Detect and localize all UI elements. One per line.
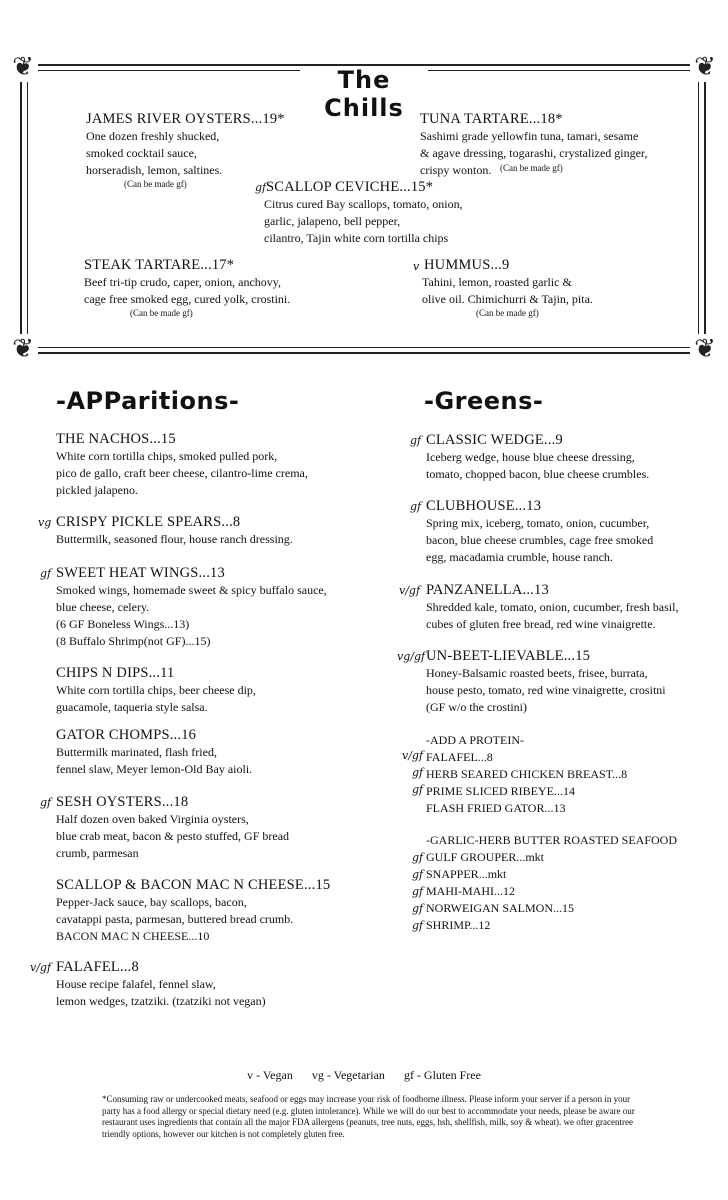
menu-item [426,497,653,566]
item-name: PANZANELLA...13 [426,582,549,598]
menu-item [426,647,666,716]
menu-item [56,430,308,499]
protein-header: -ADD A PROTEIN- [426,733,524,747]
item-desc: House recipe falafel, fennel slaw, lemon wedges, tzatziki. (tzatziki not vegan) [56,977,266,1008]
item-desc: Honey-Balsamic roasted beets, frisee, burrata, house pesto, tomato, red wine vinaigrette, crositni (GF w/o the crostini) [426,666,666,714]
menu-item [56,958,266,1010]
legend-vegan: v - Vegan [247,1068,293,1082]
item-desc: Beef tri-tip crudo, caper, onion, anchovy, cage free smoked egg, cured yolk, crostini. [84,275,291,306]
item-name: GATOR CHOMPS...16 [56,727,197,743]
gluten-free-tag: gf [40,796,52,809]
dietary-legend [0,1068,728,1083]
seafood-item: SNAPPER...mkt [426,867,507,881]
item-name: FALAFEL...8 [56,959,139,975]
chills-title-box [300,66,428,122]
apparitions-title: -APParitions- [56,387,240,415]
protein-item: HERB SEARED CHICKEN BREAST...8 [426,767,628,781]
vegan-gluten-free-tag: v/gf [399,584,421,597]
gluten-free-tag: gf [410,500,422,513]
item-note: (Can be made gf) [124,179,187,189]
item-name: CRISPY PICKLE SPEARS...8 [56,514,241,530]
protein-item: FALAFEL...8 [426,750,493,764]
item-desc: Shredded kale, tomato, onion, cucumber, fresh basil, cubes of gluten free bread, red wine vinaigrette. [426,600,679,631]
flourish-corner-bottom-left-icon: ❦ [8,334,38,364]
item-name: SCALLOP CEVICHE...15* [266,179,434,195]
item-name: UN-BEET-LIEVABLE...15 [426,648,591,664]
item-desc: Buttermilk, seasoned flour, house ranch dressing. [56,532,293,546]
item-name: HUMMUS...9 [424,257,510,273]
menu-item [426,581,678,633]
item-desc: Citrus cured Bay scallops, tomato, onion, garlic, jalapeno, bell pepper, cilantro, Tajin white corn tortilla chips [264,197,463,245]
seafood-item: SHRIMP...12 [426,918,491,932]
seafood-header: -GARLIC-HERB BUTTER ROASTED SEAFOOD [426,833,678,847]
item-name: SWEET HEAT WINGS...13 [56,565,225,581]
vegan-tag: v [413,260,420,273]
vegan-gluten-free-tag: v/gf [402,749,424,762]
item-desc: Pepper-Jack sauce, bay scallops, bacon, cavatappi pasta, parmesan, buttered bread crumb. BACON MAC N CHEESE...10 [56,895,294,943]
item-desc: Tahini, lemon, roasted garlic & olive oil. Chimichurri & Tajin, pita. [422,275,593,306]
item-name: THE NACHOS...15 [56,431,176,447]
legend-vegetarian: vg - Vegetarian [311,1068,385,1082]
menu-item [424,256,593,318]
chills-title: The Chills [324,66,404,122]
vegetarian-gluten-free-tag: vg/gf [397,650,426,663]
menu-item [56,793,289,862]
gluten-free-tag: gf [412,902,424,915]
gluten-free-tag: gf [40,567,52,580]
gluten-free-tag: gf [412,868,424,881]
item-name: SESH OYSTERS...18 [56,794,189,810]
seafood-item: MAHI-MAHI...12 [426,884,515,898]
legend-gluten-free: gf - Gluten Free [403,1068,481,1082]
menu-item [56,564,327,650]
item-name: CHIPS N DIPS...11 [56,665,175,681]
vegetarian-tag: vg [38,516,52,529]
gluten-free-tag: gf [412,766,424,779]
flourish-corner-bottom-right-icon: ❦ [690,334,720,364]
item-desc: One dozen freshly shucked, smoked cocktail sauce, horseradish, lemon, saltines. [86,129,223,177]
gluten-free-tag: gf [255,181,267,194]
item-desc: White corn tortilla chips, beer cheese dip, guacamole, taqueria style salsa. [56,683,256,714]
menu-item [56,726,252,778]
gluten-free-tag: gf [412,919,424,932]
item-name: TUNA TARTARE...18* [420,111,563,127]
greens-title: -Greens- [424,387,544,415]
item-name: STEAK TARTARE...17* [84,257,235,273]
item-desc: Sashimi grade yellowfin tuna, tamari, sesame & agave dressing, togarashi, crystalized ginger, crispy wonton. [420,129,648,177]
item-name: CLUBHOUSE...13 [426,498,542,514]
protein-item: FLASH FRIED GATOR...13 [426,801,566,815]
item-name: SCALLOP & BACON MAC N CHEESE...15 [56,877,331,893]
gluten-free-tag: gf [412,851,424,864]
item-desc: Iceberg wedge, house blue cheese dressing, tomato, chopped bacon, blue cheese crumbles. [426,450,650,481]
item-note: (Can be made gf) [130,308,193,318]
menu-item [56,664,256,716]
item-name: JAMES RIVER OYSTERS...19* [86,111,285,127]
protein-item: PRIME SLICED RIBEYE...14 [426,784,576,798]
menu-item [84,256,290,318]
item-note: (Can be made gf) [500,163,563,173]
item-desc: Spring mix, iceberg, tomato, onion, cucumber, bacon, blue cheese crumbles, cage free smoked egg, macadamia crumble, house ranch. [426,516,654,564]
item-desc: Smoked wings, homemade sweet & spicy buffalo sauce, blue cheese, celery. (6 GF Boneless Wings...13) (8 Buffalo Shrimp(not GF)...15) [56,583,327,648]
vegan-gluten-free-tag: v/gf [30,961,52,974]
flourish-corner-top-left-icon: ❦ [8,52,38,82]
gluten-free-tag: gf [412,783,424,796]
menu-item [56,876,330,945]
menu-item [56,513,293,548]
seafood-item: NORWEIGAN SALMON...15 [426,901,574,915]
allergy-disclaimer: *Consuming raw or undercooked meats, seafood or eggs may increase your risk of foodborne illness. Please inform your server if a person in your party has a food allergy or special dietary need (e.g. gluten intolerance). While we will do our best to accommodate your needs, please be aware our restaurant uses ingredients that contain all the major FDA allergens (peanuts, tree nuts, eggs, hsh, shellfish, milk, soy & wheat). we ofter gracentree triendly options, however our kitchen is not completely gluten free. [102,1094,635,1139]
flourish-corner-top-right-icon: ❦ [690,52,720,82]
menu-item [86,110,285,189]
item-desc: White corn tortilla chips, smoked pulled pork, pico de gallo, craft beer cheese, cilantro-lime crema, pickled jalapeno. [56,449,308,497]
gluten-free-tag: gf [410,434,422,447]
gluten-free-tag: gf [412,885,424,898]
menu-item [426,431,649,483]
item-name: CLASSIC WEDGE...9 [426,432,563,448]
item-desc: Buttermilk marinated, flash fried, fennel slaw, Meyer lemon-Old Bay aioli. [56,745,253,776]
item-note: (Can be made gf) [476,308,539,318]
seafood-item: GULF GROUPER...mkt [426,850,545,864]
item-desc: Half dozen oven baked Virginia oysters, blue crab meat, bacon & pesto stuffed, GF bread crumb, parmesan [56,812,290,860]
menu-item [420,110,647,179]
menu-item [266,178,463,247]
